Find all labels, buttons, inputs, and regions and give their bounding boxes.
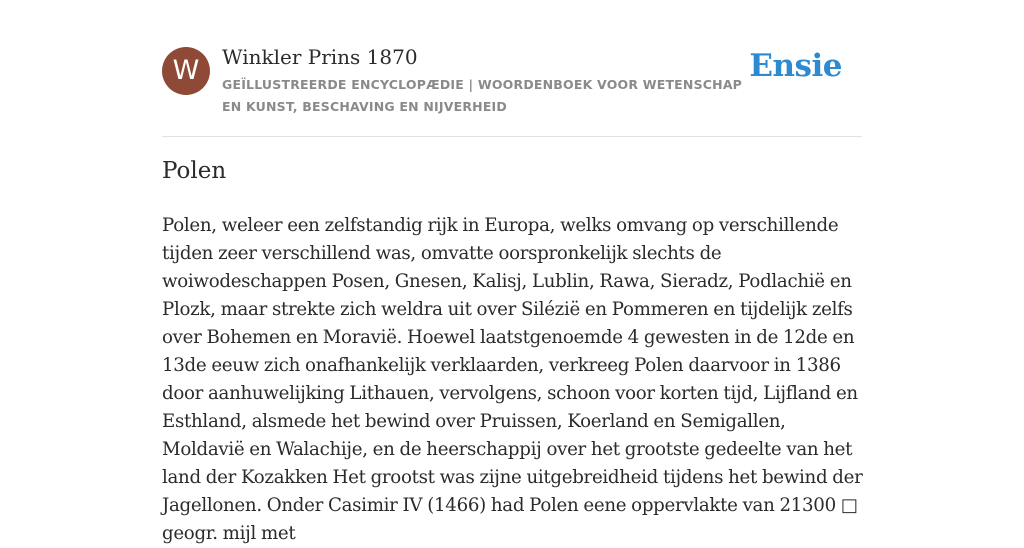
source-header	[162, 44, 862, 137]
entry-title: Polen	[162, 158, 227, 184]
entry-body: Polen, weleer een zelfstandig rijk in Europa, welks omvang op verschillende tijden zeer verschillend was, omvatte oorspronkelijk slechts de woiwodeschappen Posen, Gnesen, Kalisj, Lublin, Rawa, Sieradz, Podlachië en Plozk, maar strekte zich weldra uit over Silézië en Pommeren en tijdelijk zelfs over Bohemen en Moravië. Hoewel laatstgenoemde 4 gewesten in de 12de en 13de eeuw zich onafhankelijk verklaarden, verkreeg Polen daarvoor in 1386 door aanhuwelijking Lithauen, vervolgens, schoon voor korten tijd, Lijfland en Esthland, alsmede het bewind over Pruissen, Koerland en Semigallen, Moldavië en Walachije, en de heerschappij over het grootste gedeelte van het land der Kozakken Het grootst was zijne uitgebreidheid tijdens het bewind der Jagellonen. Onder Casimir IV (1466) had Polen eene oppervlakte van 21300 □ geogr. mijl met	[162, 215, 863, 544]
ensie-logo-link[interactable]: Ensie	[749, 48, 842, 84]
source-title[interactable]: Winkler Prins 1870	[222, 45, 418, 69]
source-avatar[interactable]: W	[162, 47, 210, 95]
source-subtitle: GEÏLLUSTREERDE ENCYCLOPÆDIE | WOORDENBOEK VOOR WETENSCHAP EN KUNST, BESCHAVING EN NIJVERHEID	[222, 77, 743, 114]
